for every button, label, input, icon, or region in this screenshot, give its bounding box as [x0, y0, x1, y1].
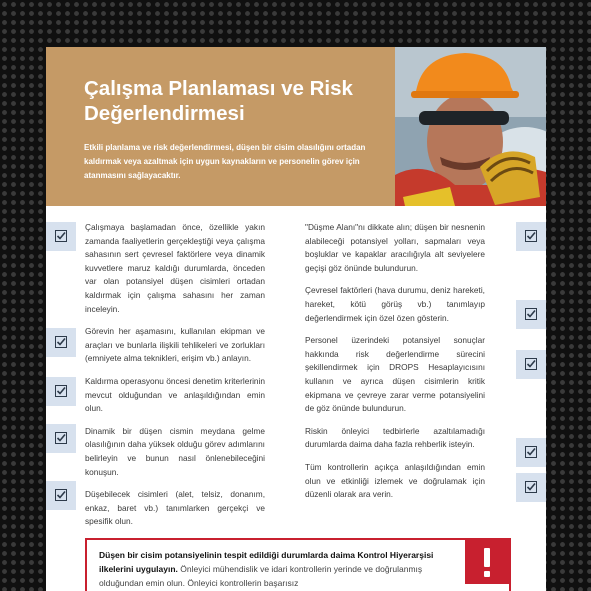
- checkbox: [516, 438, 546, 467]
- checklist-item: Tüm kontrollerin açıkça anlaşıldığından emin olun ve etkinliği izlemek ve doğrulamak için düzenli olarak ara verin.: [305, 461, 485, 500]
- checklist-item: Çalışmaya başlamadan önce, özellikle yakın zamanda faaliyetlerin gerçekleştiği veya çalışma sahasının sert çevresel faktörlere veya dinamik kuvvetlere maruz kaldığı durumlarda, önceden var olan potansiyel düşen cisimleri ortadan kaldırmak için çalışma sahasını her zaman inceleyin.: [85, 222, 265, 314]
- checkbox-checked-icon: [525, 446, 537, 458]
- page-title: Çalışma Planlaması ve Risk Değerlendirmesi: [84, 77, 353, 125]
- worker-photo: [395, 47, 546, 206]
- checkbox: [46, 377, 76, 406]
- right-text-column: [305, 221, 485, 511]
- checklist-item: Çevresel faktörleri (hava durumu, deniz hareketi, hareket, kötü görüş vb.) tanımlayıp değerlendirmek için özel özen gösterin.: [305, 285, 485, 323]
- checkbox-checked-icon: [525, 230, 537, 242]
- checkbox-checked-icon: [55, 230, 67, 242]
- checkbox: [516, 300, 546, 329]
- warning-text: [99, 548, 444, 590]
- checkbox: [516, 350, 546, 379]
- left-text-column: [85, 221, 265, 538]
- intro-text: Etkili planlama ve risk değerlendirmesi, düşen bir cisim olasılığını ortadan kaldırmak veya azaltmak için uygun kaynakların ve personelin görev için atanmasını sağlayacaktır.: [84, 143, 366, 180]
- checkbox: [46, 424, 76, 453]
- checkbox-checked-icon: [55, 336, 67, 348]
- checkbox: [516, 473, 546, 502]
- exclamation-icon: [465, 540, 509, 584]
- checklist-item: Görevin her aşamasını, kullanılan ekipman ve araçları ve bunlarla ilişkili tehlikeleri ve zorlukları (emniyete alma teknikleri, erişim vb.) anlayın.: [85, 326, 265, 364]
- right-checkbox-column: [516, 222, 546, 522]
- checkbox: [46, 222, 76, 251]
- header-banner: [46, 47, 395, 206]
- checkbox: [46, 481, 76, 510]
- checkbox-checked-icon: [525, 481, 537, 493]
- checkbox-checked-icon: [55, 489, 67, 501]
- checkbox-checked-icon: [525, 358, 537, 370]
- checkbox-checked-icon: [55, 385, 67, 397]
- checkbox-checked-icon: [55, 432, 67, 444]
- checklist-item: Düşebilecek cisimleri (alet, telsiz, donanım, enkaz, baret vb.) tanımlarken gerçekçi ve spesifik olun.: [85, 489, 265, 527]
- checklist-item: Dinamik bir düşen cismin meydana gelme olasılığının daha yüksek olduğu görev adımlarını belirleyin ve bunun nasıl önlenebileceğini konuşun.: [85, 425, 265, 477]
- checkbox-checked-icon: [525, 308, 537, 320]
- checklist-item: "Düşme Alanı"nı dikkate alın; düşen bir nesnenin alabileceği potansiyel yolları, sapmaları veya boşluklar ve kapaklar aracılığıyla alt seviyelere geçişi göz önünde bulundurun.: [305, 222, 485, 273]
- warning-body-text: Önleyici mühendislik ve idari kontrollerin yerinde ve doğrulanmış olduğundan emin olun. Önleyici kontrollerin başarısız: [99, 564, 423, 588]
- checklist-item: Riskin önleyici tedbirlerle azaltılamadığı durumlarda daima daha fazla rehberlik isteyin.: [305, 425, 485, 450]
- checkbox: [516, 222, 546, 251]
- document-page: [46, 47, 546, 591]
- warning-box: [85, 538, 511, 591]
- checklist-item: Personel üzerindeki potansiyel sonuçlar hakkında risk değerlendirme sürecini şekillendirmek için DROPS Hesaplayıcısını kullanın ve ayrıca düşen cisimlerin kritik ekipmana ve çevreye zarar verme potansiyelini de göz önünde bulundurun.: [305, 335, 485, 414]
- warning-bold-text: Düşen bir cisim potansiyelinin tespit edildiği durumlarda daima Kontrol Hiyerarşisi ilkelerini uygulayın.: [99, 550, 434, 574]
- checkbox: [46, 328, 76, 357]
- checklist-item: Kaldırma operasyonu öncesi denetim kriterlerinin mevcut olduğundan ve anlaşıldığından emin olun.: [85, 375, 265, 414]
- left-checkbox-column: [46, 222, 76, 522]
